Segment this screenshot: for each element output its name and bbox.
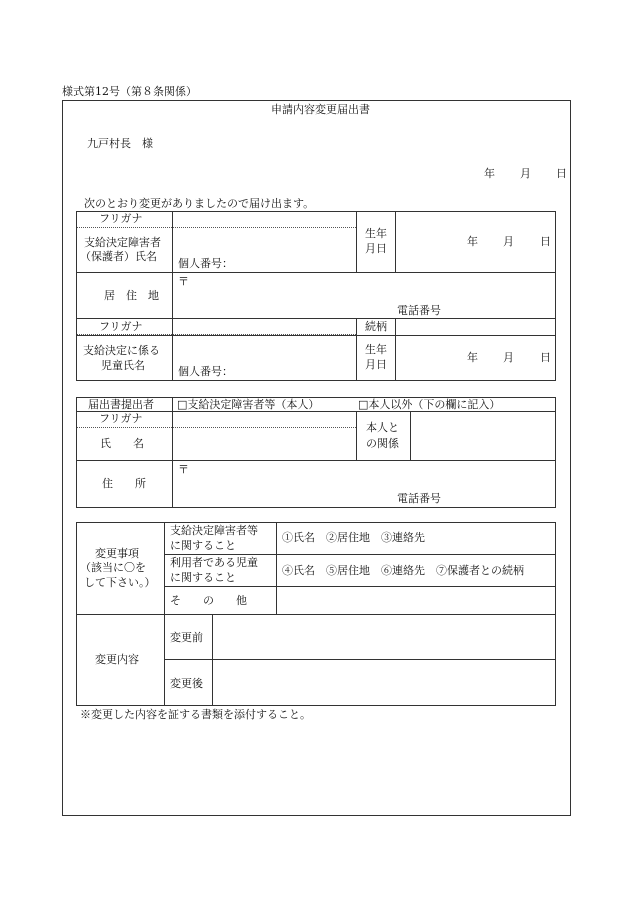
row2-label-1: 利用者である児童 (170, 556, 258, 569)
change-items-label-1: 変更事項 (95, 547, 139, 560)
submitter-label: 届出書提出者 (88, 398, 154, 411)
form-title: 申請内容変更届出書 (271, 103, 370, 116)
furigana-label: フリガナ (99, 212, 143, 225)
birth2-label-1: 生年 (365, 343, 387, 356)
footnote: ※変更した内容を証する書類を添付すること。 (80, 708, 311, 721)
relationship-label-1: 本人と (366, 421, 399, 434)
before-label: 変更前 (170, 631, 203, 644)
relationship-field[interactable] (411, 412, 555, 460)
row3-field[interactable] (277, 587, 555, 614)
date-year: 年 (484, 167, 495, 180)
after-label: 変更後 (170, 677, 203, 690)
personal-number-label: 個人番号： (178, 257, 233, 270)
addressee: 九戸村長 様 (87, 137, 153, 150)
submitter-option-self[interactable]: □支給決定障害者等（本人） (177, 398, 320, 411)
child-name-field[interactable] (173, 336, 356, 364)
birth2-day: 日 (540, 351, 551, 364)
change-items-label-3: して下さい。） (84, 576, 156, 589)
recipient-name-label-1: 支給決定障害者 (84, 236, 161, 249)
birth-label-1: 生年 (365, 227, 387, 240)
relationship-label-2: の関係 (366, 437, 399, 450)
row2-label-2: に関すること (170, 571, 236, 584)
postal-mark: 〒 (178, 275, 189, 288)
form-number: 様式第12号（第８条関係） (62, 85, 197, 98)
birth-month: 月 (503, 235, 514, 248)
furigana-label-3: フリガナ (99, 412, 143, 425)
intro-text: 次のとおり変更がありましたので届け出ます。 (84, 197, 315, 210)
row1-label-1: 支給決定障害者等 (170, 524, 258, 537)
birth2-label-2: 月日 (365, 358, 387, 371)
submitter-address-label: 住 所 (102, 477, 146, 490)
submitter-address-field[interactable] (173, 476, 555, 492)
birth-label-2: 月日 (365, 242, 387, 255)
postal-mark-2: 〒 (178, 463, 189, 476)
recipient-name-label-2: （保護者）氏名 (80, 250, 157, 263)
date-day: 日 (556, 167, 567, 180)
date-month: 月 (520, 167, 531, 180)
address-field[interactable] (173, 288, 555, 304)
birth2-month: 月 (503, 351, 514, 364)
address-label: 居 住 地 (104, 289, 159, 302)
child-name-label-1: 支給決定に係る (83, 344, 160, 357)
relation-label: 続柄 (365, 320, 387, 333)
change-content-label: 変更内容 (95, 653, 139, 666)
phone-label-2: 電話番号 (397, 492, 441, 505)
birth-day: 日 (540, 235, 551, 248)
submitter-name-field[interactable] (173, 428, 356, 459)
submitter-option-other[interactable]: □本人以外（下の欄に記入） (358, 398, 501, 411)
before-field[interactable] (213, 615, 555, 659)
recipient-name-field[interactable] (173, 228, 356, 258)
row1-label-2: に関すること (170, 539, 236, 552)
change-items-label-2: （該当に〇を (80, 561, 146, 574)
furigana-label-2: フリガナ (99, 320, 143, 333)
personal-number-label-2: 個人番号： (178, 365, 233, 378)
row3-label: そ の 他 (170, 594, 247, 607)
birth2-year: 年 (467, 351, 478, 364)
row1-options[interactable]: ①氏名 ②居住地 ③連絡先 (282, 531, 425, 544)
birth-year: 年 (467, 235, 478, 248)
submitter-name-label: 氏 名 (100, 437, 144, 450)
child-name-label-2: 児童氏名 (101, 359, 145, 372)
row2-options[interactable]: ④氏名 ⑤居住地 ⑥連絡先 ⑦保護者との続柄 (282, 564, 524, 577)
phone-label: 電話番号 (397, 304, 441, 317)
after-field[interactable] (213, 660, 555, 705)
